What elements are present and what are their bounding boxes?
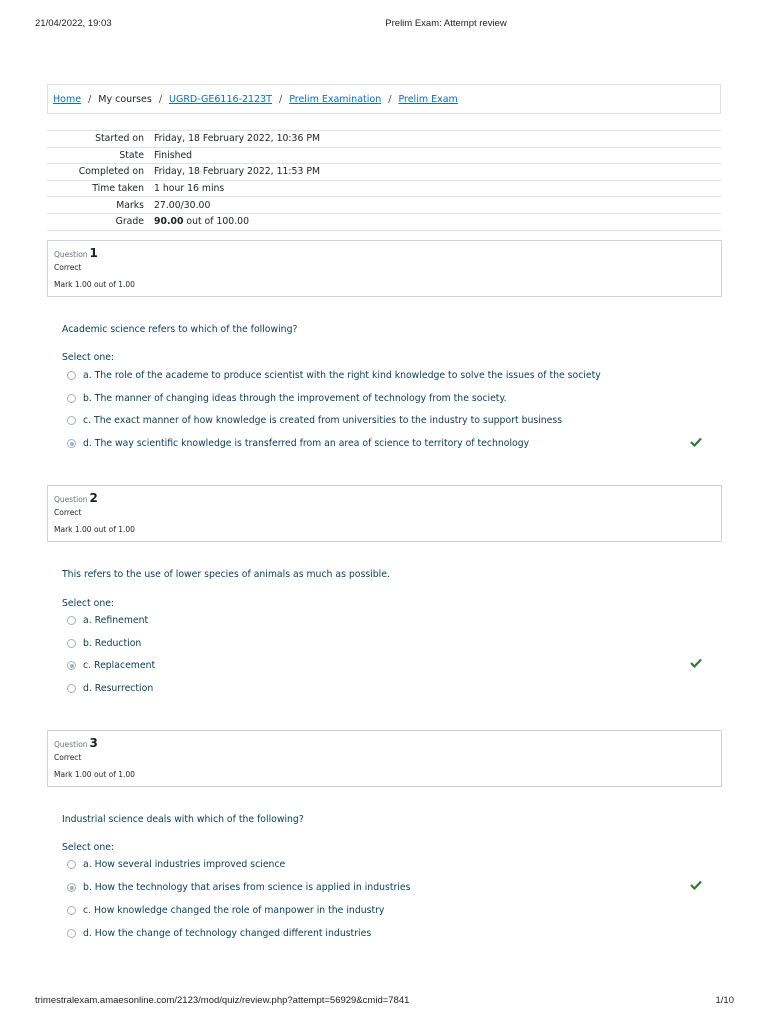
summary-value: Finished xyxy=(154,149,193,161)
grade-out-of: out of 100.00 xyxy=(183,216,250,228)
check-icon xyxy=(690,437,702,447)
question-number: Question 3 xyxy=(54,736,98,750)
check-icon xyxy=(690,658,702,668)
answer-option[interactable]: a. How several industries improved science xyxy=(67,859,285,870)
select-one-prompt: Select one: xyxy=(62,598,115,609)
radio-button[interactable] xyxy=(67,906,76,915)
check-icon xyxy=(690,880,702,890)
answer-option[interactable]: a. The role of the academe to produce scientist with the right kind knowledge to solve the issues of the society xyxy=(67,370,601,381)
summary-value xyxy=(150,213,721,230)
question-mark: Mark 1.00 out of 1.00 xyxy=(54,525,135,534)
answer-option[interactable]: d. How the change of technology changed different industries xyxy=(67,928,371,939)
radio-button[interactable] xyxy=(67,929,76,938)
summary-label: Started on xyxy=(95,133,144,145)
radio-button-selected[interactable] xyxy=(67,439,76,448)
breadcrumb xyxy=(47,84,721,114)
radio-button[interactable] xyxy=(67,371,76,380)
question-text: Industrial science deals with which of the following? xyxy=(62,814,304,825)
print-url: trimestralexam.amaesonline.com/2123/mod/quiz/review.php?attempt=56929&cmid=7841 xyxy=(35,995,410,1006)
summary-value: Friday, 18 February 2022, 10:36 PM xyxy=(154,133,320,145)
select-one-prompt: Select one: xyxy=(62,842,115,853)
breadcrumb-separator: / xyxy=(278,93,283,105)
summary-row-started xyxy=(47,131,721,148)
print-title: Prelim Exam: Attempt review xyxy=(385,18,507,29)
breadcrumb-quiz-link[interactable]: Prelim Exam xyxy=(398,93,458,105)
question-info-box xyxy=(47,485,722,542)
summary-value: Friday, 18 February 2022, 11:53 PM xyxy=(154,166,320,178)
answer-option[interactable]: d. The way scientific knowledge is transferred from an area of science to territory of technology xyxy=(67,438,529,449)
question-number: Question 2 xyxy=(54,491,98,505)
attempt-summary-table xyxy=(47,130,721,231)
breadcrumb-my-courses: My courses xyxy=(98,93,152,105)
question-state: Correct xyxy=(54,508,82,517)
radio-button-selected[interactable] xyxy=(67,661,76,670)
answer-option[interactable]: b. The manner of changing ideas through the improvement of technology from the society. xyxy=(67,393,507,404)
print-timestamp: 21/04/2022, 19:03 xyxy=(35,18,112,29)
breadcrumb-separator: / xyxy=(88,93,92,105)
radio-button[interactable] xyxy=(67,394,76,403)
question-mark: Mark 1.00 out of 1.00 xyxy=(54,770,135,779)
summary-label: Marks xyxy=(116,199,144,211)
question-text: This refers to the use of lower species of animals as much as possible. xyxy=(62,569,390,580)
breadcrumb-separator: / xyxy=(388,93,392,105)
grade-score: 90.00 xyxy=(154,216,184,228)
summary-value: 1 hour 16 mins xyxy=(154,183,225,195)
summary-label: Time taken xyxy=(92,183,144,195)
question-info-box xyxy=(47,240,722,297)
breadcrumb-home-link[interactable]: Home xyxy=(53,93,82,105)
select-one-prompt: Select one: xyxy=(62,352,115,363)
summary-row-time xyxy=(47,180,721,197)
question-number: Question 1 xyxy=(54,246,98,260)
radio-button[interactable] xyxy=(67,616,76,625)
question-info-box xyxy=(47,730,722,787)
summary-row-state xyxy=(47,147,721,164)
summary-label: Completed on xyxy=(78,166,144,178)
summary-label: State xyxy=(119,149,144,161)
summary-row-grade xyxy=(47,213,721,230)
summary-row-marks xyxy=(47,197,721,214)
breadcrumb-separator: / xyxy=(158,93,163,105)
question-text: Academic science refers to which of the following? xyxy=(62,324,298,335)
answer-option[interactable]: c. Replacement xyxy=(67,660,155,671)
radio-button[interactable] xyxy=(67,684,76,693)
answer-option[interactable]: c. The exact manner of how knowledge is created from universities to the industry to support business xyxy=(67,415,562,426)
breadcrumb-course-link[interactable]: UGRD-GE6116-2123T xyxy=(169,93,272,105)
answer-option[interactable]: a. Refinement xyxy=(67,615,148,626)
summary-value: 27.00/30.00 xyxy=(154,199,211,211)
answer-option[interactable]: b. How the technology that arises from science is applied in industries xyxy=(67,882,410,893)
question-state: Correct xyxy=(54,753,82,762)
radio-button[interactable] xyxy=(67,416,76,425)
print-header xyxy=(0,18,768,30)
answer-option[interactable]: c. How knowledge changed the role of manpower in the industry xyxy=(67,905,384,916)
radio-button-selected[interactable] xyxy=(67,883,76,892)
answer-option[interactable]: b. Reduction xyxy=(67,638,141,649)
radio-button[interactable] xyxy=(67,639,76,648)
summary-label: Grade xyxy=(115,216,144,228)
question-mark: Mark 1.00 out of 1.00 xyxy=(54,280,135,289)
radio-button[interactable] xyxy=(67,860,76,869)
print-footer xyxy=(0,995,768,1007)
answer-option[interactable]: d. Resurrection xyxy=(67,683,153,694)
summary-row-completed xyxy=(47,164,721,181)
question-state: Correct xyxy=(54,263,82,272)
page-number: 1/10 xyxy=(715,995,734,1006)
breadcrumb-section-link[interactable]: Prelim Examination xyxy=(289,93,382,105)
